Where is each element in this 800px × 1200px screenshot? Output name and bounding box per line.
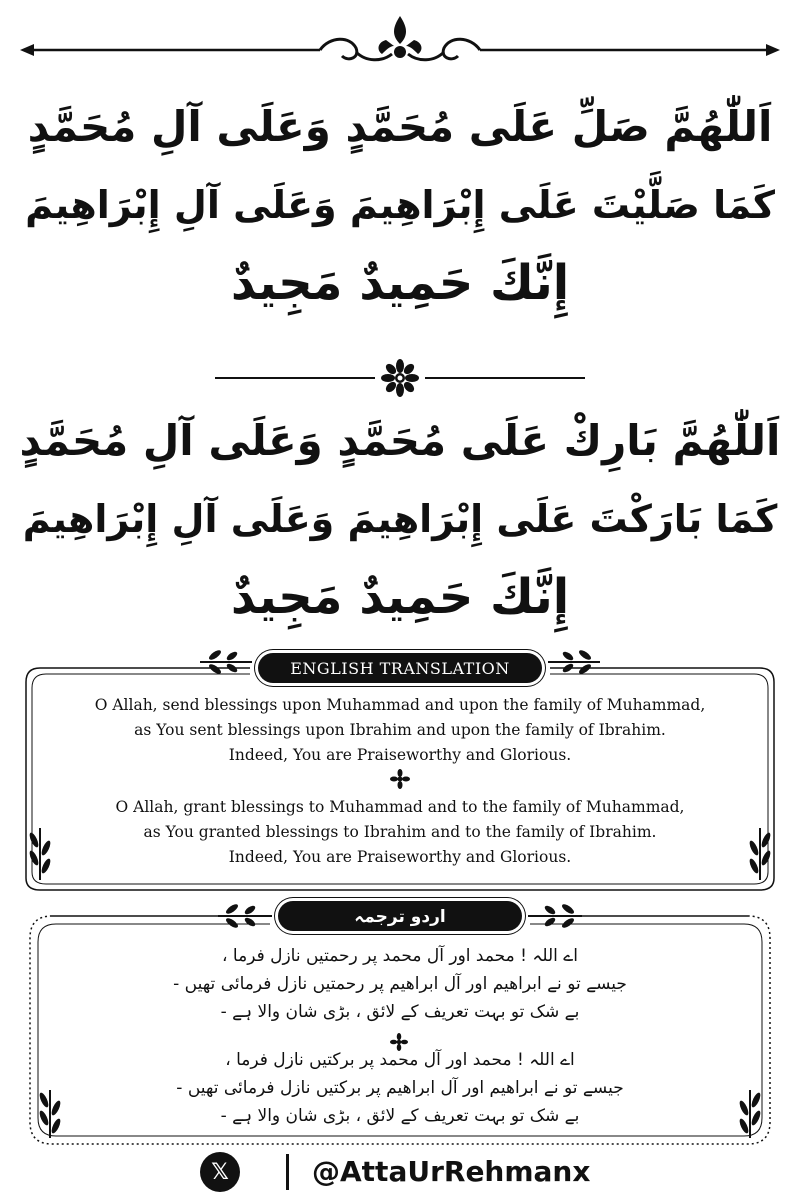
- arabic-line: إِنَّكَ حَمِيدٌ مَجِيدٌ: [230, 569, 570, 625]
- arabic-line: اَللّٰهُمَّ صَلِّ عَلَى مُحَمَّدٍ وَعَلَى آلِ مُحَمَّدٍ: [27, 102, 773, 151]
- urdu-paragraph-2: [60, 1046, 740, 1130]
- english-line: Indeed, You are Praiseworthy and Glorious.: [228, 746, 572, 764]
- arabic-line: اَللّٰهُمَّ بَارِكْ عَلَى مُحَمَّدٍ وَعَلَى آلِ مُحَمَّدٍ: [19, 416, 781, 465]
- footer: [0, 1148, 800, 1196]
- arabic-line: كَمَا صَلَّيْتَ عَلَى إِبْرَاهِيمَ وَعَلَى آلِ إِبْرَاهِيمَ: [25, 183, 775, 227]
- english-line: Indeed, You are Praiseworthy and Glorious.: [228, 848, 572, 866]
- footer-divider: [286, 1154, 289, 1190]
- urdu-line: بے شک تو بہت تعریف کے لائق ، بڑی شان والا ہے -: [220, 1002, 580, 1022]
- social-handle[interactable]: @AttaUrRehmanx: [312, 1155, 591, 1188]
- english-line: O Allah, send blessings upon Muhammad and upon the family of Muhammad,: [94, 696, 706, 714]
- urdu-translation-title: اردو ترجمہ: [278, 901, 522, 931]
- urdu-line: بے شک تو بہت تعریف کے لائق ، بڑی شان والا ہے -: [220, 1106, 580, 1126]
- arabic-line: كَمَا بَارَكْتَ عَلَى إِبْرَاهِيمَ وَعَلَى آلِ إِبْرَاهِيمَ: [22, 497, 778, 541]
- arabic-line: إِنَّكَ حَمِيدٌ مَجِيدٌ: [230, 255, 570, 311]
- urdu-line: اے اللہ ! محمد اور آل محمد پر برکتیں نازل فرما ،: [225, 1050, 575, 1070]
- x-logo-icon[interactable]: 𝕏: [200, 1152, 240, 1192]
- english-line: O Allah, grant blessings to Muhammad and to the family of Muhammad,: [115, 798, 685, 816]
- english-line: as You sent blessings upon Ibrahim and upon the family of Ibrahim.: [134, 721, 666, 739]
- english-translation-title: ENGLISH TRANSLATION: [258, 653, 542, 683]
- urdu-line: جیسے تو نے ابراهیم اور آل ابراهیم پر برکتیں نازل فرمائی تھیں -: [176, 1078, 624, 1098]
- urdu-paragraph-1: [60, 942, 740, 1026]
- urdu-line: اے اللہ ! محمد اور آل محمد پر رحمتیں نازل فرما ،: [222, 946, 578, 966]
- urdu-line: جیسے تو نے ابراهیم اور آل ابراهیم پر رحمتیں نازل فرمائی تھیں -: [173, 974, 627, 994]
- english-line: as You granted blessings to Ibrahim and to the family of Ibrahim.: [143, 823, 657, 841]
